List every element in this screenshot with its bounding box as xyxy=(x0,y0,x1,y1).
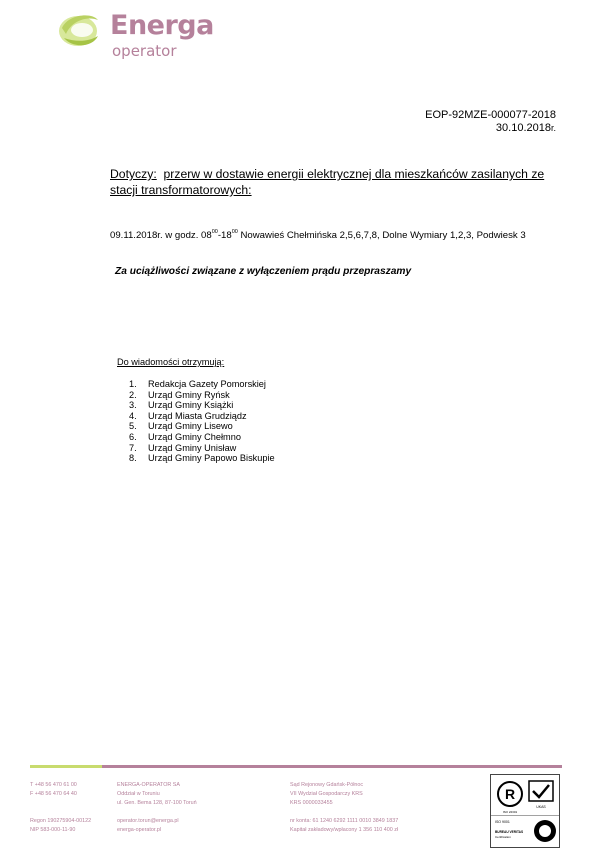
footer-phone: T +48 56 470 61 00 xyxy=(30,782,77,788)
footer-contact xyxy=(30,781,77,799)
footer-divider-green xyxy=(30,765,102,768)
footer-company xyxy=(117,781,197,808)
list-item: 2. Urząd Gminy Ryńsk xyxy=(129,389,230,400)
certification-logos xyxy=(490,774,560,848)
footer-regon: Regon 190275904-00122 xyxy=(30,818,92,824)
recipients-list xyxy=(129,379,275,464)
footer-krs: KRS 0000033455 xyxy=(290,800,333,806)
svg-text:R: R xyxy=(504,786,516,802)
footer-capital: Kapitał zakładowy/wpłacony 1 356 110 400 zł xyxy=(290,827,399,833)
outage-details: 09.11.2018r. w godz. $08^{00}-18^{00}$ Nowawieś Chełmińska 2,5,6,7,8, Dolne Wymiary 1,2,3, Podwiesk 3 xyxy=(110,229,526,241)
footer-email: operator.torun@energa.pl xyxy=(117,818,179,824)
reference-number: EOP-92MZE-000077-2018 xyxy=(425,109,556,121)
reference-date: 30.10.2018r. xyxy=(495,122,556,134)
footer-website: energa-operator.pl xyxy=(117,827,162,833)
subject-line xyxy=(110,166,560,198)
list-item: 6. Urząd Gminy Chełmno xyxy=(129,431,241,442)
footer-nip: NIP 583-000-11-90 xyxy=(30,827,76,833)
subject-label: Dotyczy: xyxy=(110,167,157,181)
list-item: 1. Redakcja Gazety Pomorskiej xyxy=(129,379,266,389)
document-reference xyxy=(425,109,556,135)
bureau-veritas-icon xyxy=(491,815,559,847)
footer-court-dept: VII Wydział Gospodarczy KRS xyxy=(290,791,363,797)
bureau-veritas-label: BUREAU VERITAS xyxy=(495,830,524,834)
ukas-label: UKAS xyxy=(536,805,546,809)
footer-branch: Oddział w Toruniu xyxy=(117,791,160,797)
registered-quality-icon xyxy=(491,775,559,815)
energa-swirl-icon xyxy=(58,8,108,52)
footer-registry xyxy=(30,817,91,835)
footer-company-name: ENERGA-OPERATOR SA xyxy=(117,782,181,788)
recipients-heading: Do wiadomości otrzymują: xyxy=(117,357,225,367)
logo-brand-text: Energa xyxy=(110,10,214,41)
list-item: 3. Urząd Gminy Książki xyxy=(129,400,234,411)
footer-finance xyxy=(290,817,398,835)
footer-fax: F +48 56 470 64 40 xyxy=(30,791,77,797)
footer-court xyxy=(290,781,363,808)
footer-court-name: Sąd Rejonowy Gdańsk-Północ xyxy=(290,782,364,788)
footer-divider-purple xyxy=(102,765,562,768)
list-item: 8. Urząd Gminy Papowo Biskupie xyxy=(129,453,275,464)
footer-online xyxy=(117,817,179,835)
certification-label: Certification xyxy=(495,835,511,839)
footer-bank-account: nr konta: 61 1240 6292 1111 0010 3849 1837 xyxy=(290,818,399,824)
list-item: 7. Urząd Gminy Unisław xyxy=(129,442,237,453)
footer-address: ul. Gen. Bema 128, 87-100 Toruń xyxy=(117,800,197,806)
subject-text: przerw w dostawie energii elektrycznej dla mieszkańców zasilanych ze stacji transformatorowych: xyxy=(110,167,545,197)
apology-text: Za uciążliwości związane z wyłączeniem prądu przepraszamy xyxy=(115,266,412,277)
iso-22301-label: ISO 22301 xyxy=(502,810,518,814)
list-item: 4. Urząd Miasta Grudziądz xyxy=(129,410,247,421)
logo-sub-text: operator xyxy=(112,42,177,60)
energa-operator-logo xyxy=(58,8,218,60)
iso-9001-label: ISO 9001 xyxy=(495,820,510,824)
list-item: 5. Urząd Gminy Lisewo xyxy=(129,421,233,432)
